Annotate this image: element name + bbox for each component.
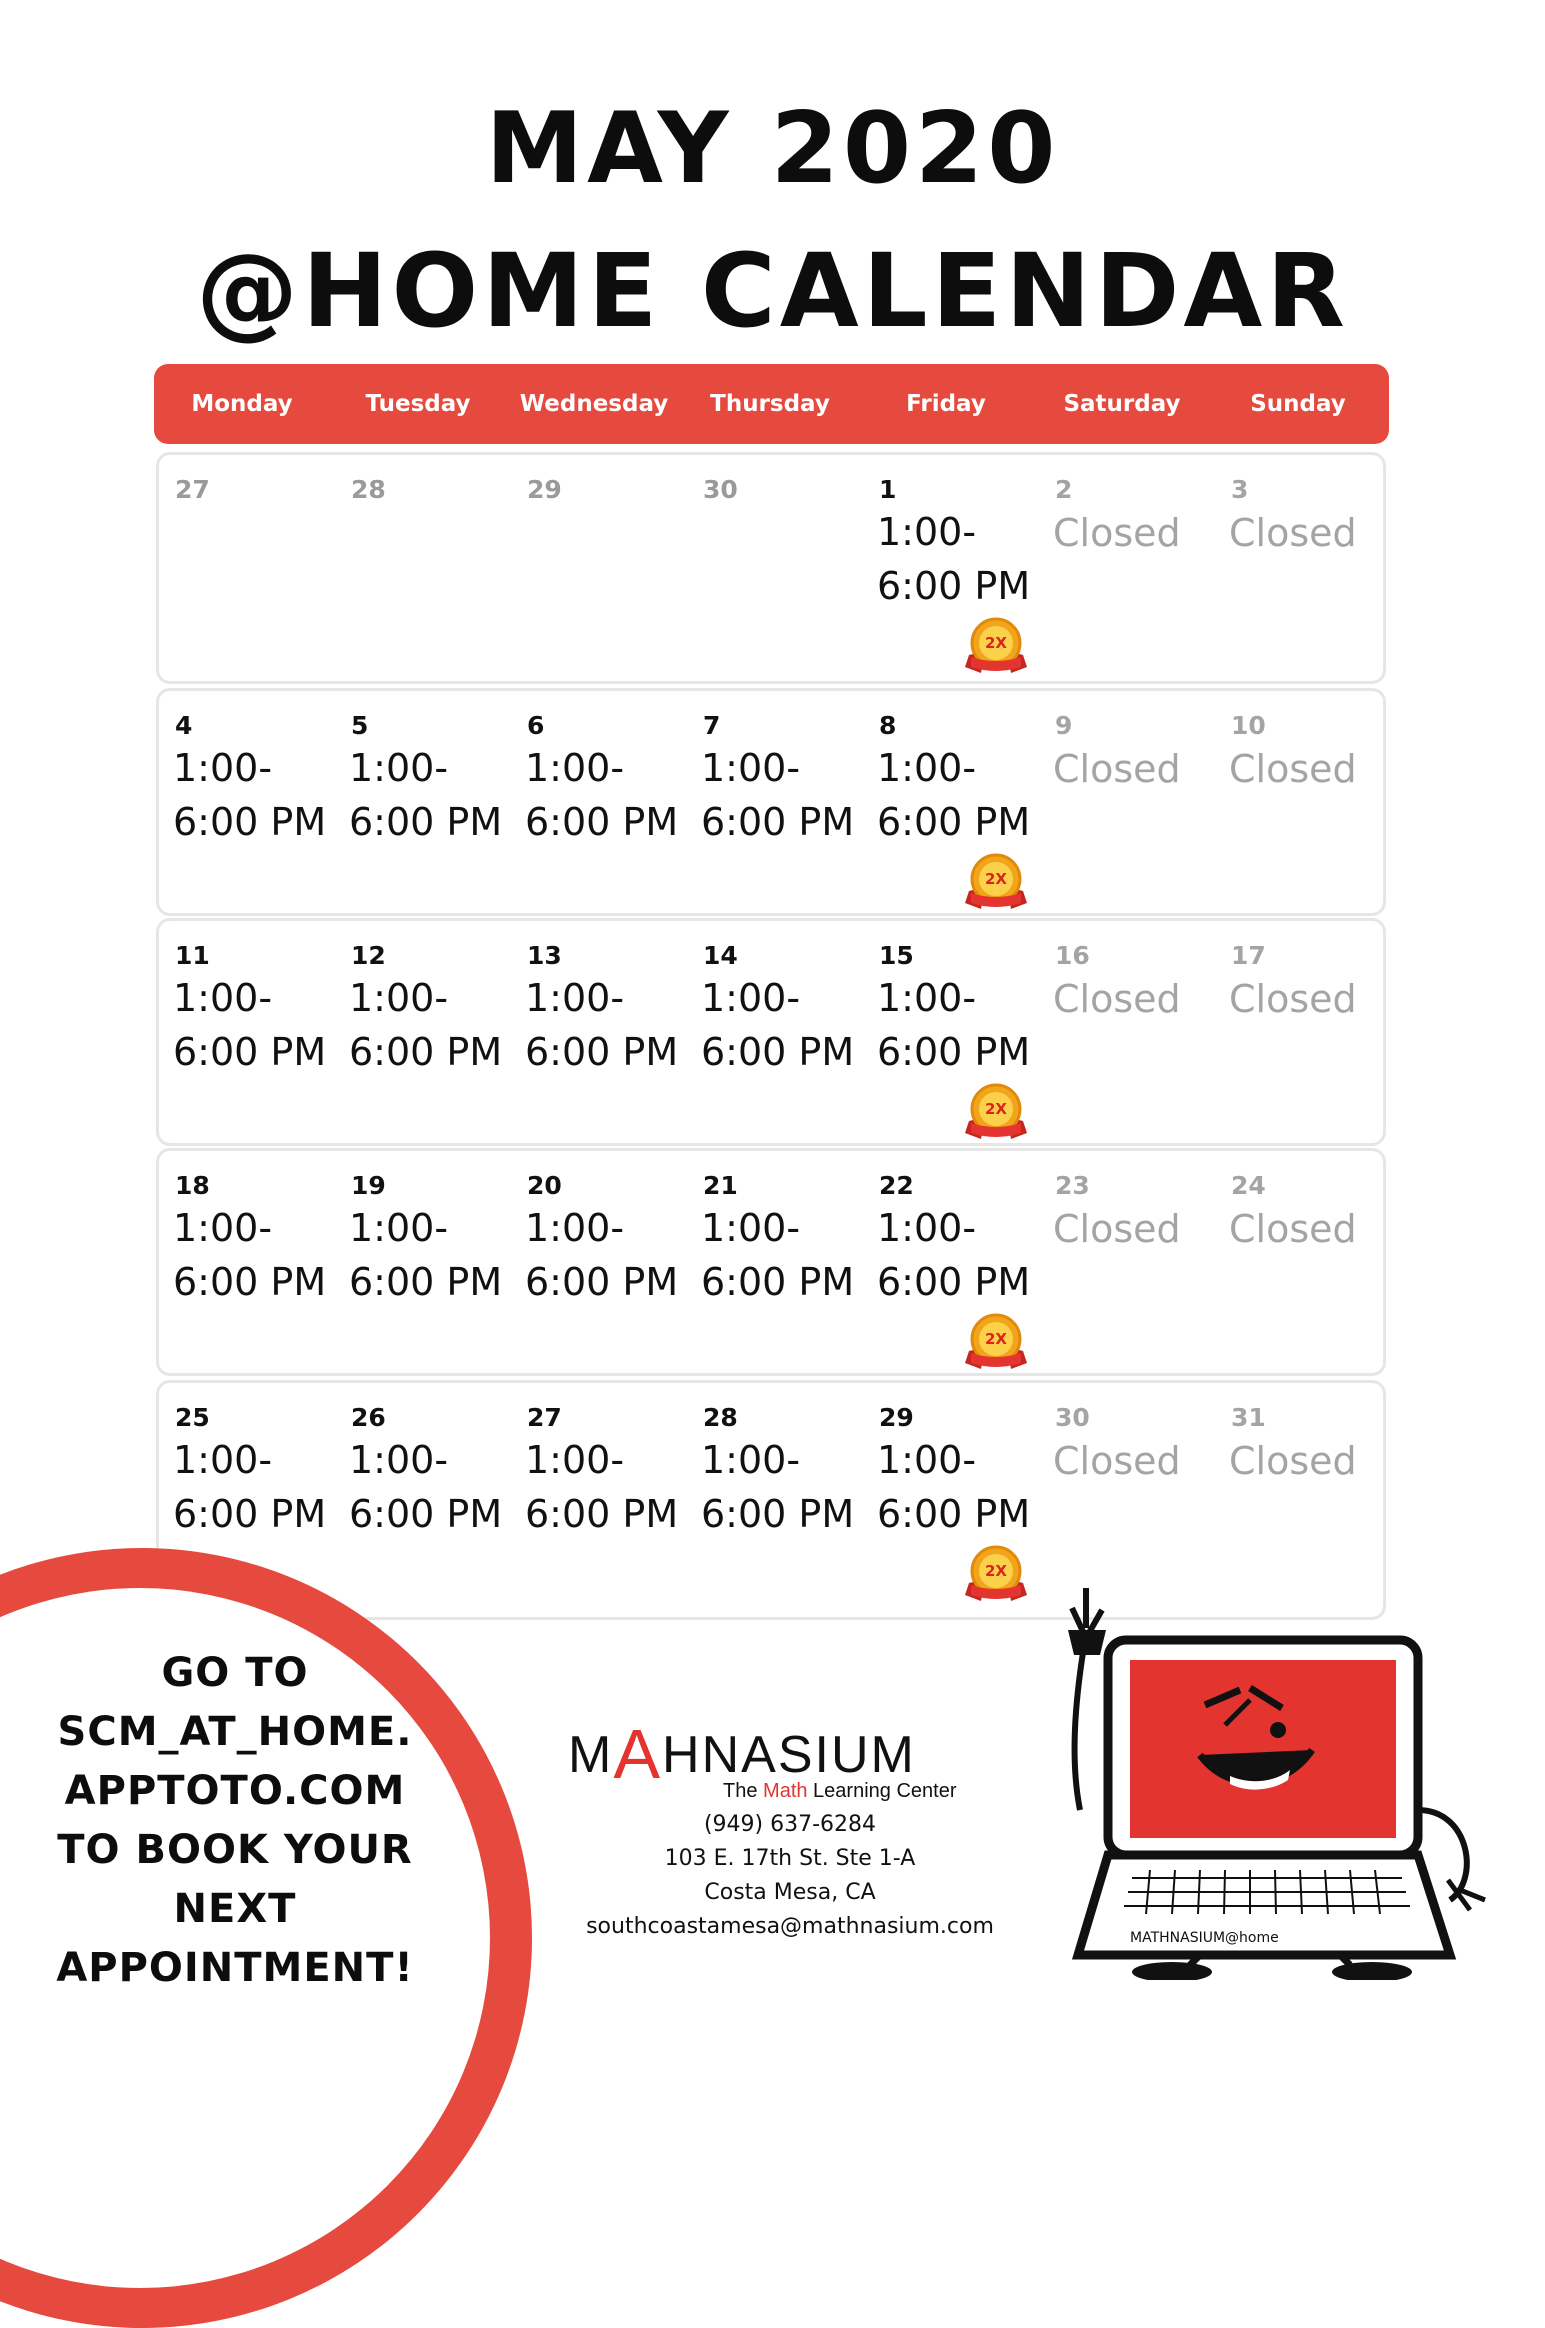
day-number: 23 bbox=[1055, 1171, 1090, 1200]
contact-address: 103 E. 17th St. Ste 1-A bbox=[664, 1846, 916, 1871]
open-hours: 1:00- 6:00 PM bbox=[525, 746, 679, 844]
closed-label: Closed bbox=[1229, 977, 1357, 1021]
open-hours: 1:00- 6:00 PM bbox=[525, 1438, 679, 1536]
day-number: 7 bbox=[703, 711, 721, 740]
open-hours: 1:00- 6:00 PM bbox=[349, 746, 503, 844]
open-hours: 1:00- 6:00 PM bbox=[525, 976, 679, 1074]
day-number: 24 bbox=[1231, 1171, 1266, 1200]
badge-label: 2X bbox=[984, 870, 1008, 888]
day-cell bbox=[1039, 1151, 1215, 1373]
cta-line: APPTOTO.COM bbox=[64, 1768, 406, 1814]
day-number: 28 bbox=[351, 475, 386, 504]
day-cell bbox=[511, 1383, 687, 1617]
contact-info bbox=[540, 1808, 1040, 1944]
day-number: 6 bbox=[527, 711, 545, 740]
contact-email: southcoastamesa@mathnasium.com bbox=[586, 1914, 994, 1939]
closed-label: Closed bbox=[1053, 977, 1181, 1021]
day-number: 2 bbox=[1055, 475, 1073, 504]
open-hours: 1:00- 6:00 PM bbox=[877, 1438, 1031, 1536]
closed-label: Closed bbox=[1053, 1439, 1181, 1483]
logo-tagline bbox=[723, 1780, 956, 1803]
day-cell bbox=[159, 921, 335, 1143]
badge-label: 2X bbox=[984, 634, 1008, 652]
weekday-saturday: Saturday bbox=[1063, 391, 1181, 417]
day-cell bbox=[687, 1383, 863, 1617]
booking-cta bbox=[30, 1644, 440, 1998]
badge-label: 2X bbox=[984, 1562, 1008, 1580]
badge-label: 2X bbox=[984, 1330, 1008, 1348]
calendar-week bbox=[156, 1148, 1386, 1376]
day-cell bbox=[687, 921, 863, 1143]
mascot-label: MATHNASIUM@home bbox=[1130, 1930, 1279, 1946]
cta-line: APPOINTMENT! bbox=[56, 1945, 414, 1991]
weekday-header bbox=[154, 364, 1389, 444]
day-cell bbox=[511, 455, 687, 681]
open-hours: 1:00- 6:00 PM bbox=[877, 1206, 1031, 1304]
day-number: 16 bbox=[1055, 941, 1090, 970]
day-number: 1 bbox=[879, 475, 897, 504]
day-cell bbox=[511, 691, 687, 913]
tagline-post: Learning Center bbox=[807, 1780, 957, 1802]
double-points-badge-icon bbox=[963, 617, 1029, 679]
contact-city: Costa Mesa, CA bbox=[704, 1880, 876, 1905]
weekday-wednesday: Wednesday bbox=[519, 391, 669, 417]
open-hours: 1:00- 6:00 PM bbox=[701, 1438, 855, 1536]
closed-label: Closed bbox=[1053, 511, 1181, 555]
day-cell bbox=[335, 691, 511, 913]
day-number: 29 bbox=[527, 475, 562, 504]
open-hours: 1:00- 6:00 PM bbox=[701, 746, 855, 844]
day-number: 20 bbox=[527, 1171, 562, 1200]
day-number: 18 bbox=[175, 1171, 210, 1200]
day-cell bbox=[863, 455, 1039, 681]
closed-label: Closed bbox=[1053, 747, 1181, 791]
day-number: 28 bbox=[703, 1403, 738, 1432]
day-number: 27 bbox=[175, 475, 210, 504]
day-number: 14 bbox=[703, 941, 738, 970]
weekday-sunday: Sunday bbox=[1250, 391, 1346, 417]
cta-line: NEXT bbox=[173, 1886, 297, 1932]
open-hours: 1:00- 6:00 PM bbox=[349, 1206, 503, 1304]
day-number: 11 bbox=[175, 941, 210, 970]
day-number: 3 bbox=[1231, 475, 1249, 504]
day-cell bbox=[1215, 455, 1391, 681]
day-cell bbox=[863, 1151, 1039, 1373]
contact-phone: (949) 637-6284 bbox=[703, 1812, 877, 1837]
day-cell bbox=[687, 691, 863, 913]
day-cell bbox=[511, 921, 687, 1143]
open-hours: 1:00- 6:00 PM bbox=[173, 1438, 327, 1536]
open-hours: 1:00- 6:00 PM bbox=[877, 746, 1031, 844]
day-cell bbox=[1215, 1151, 1391, 1373]
weekday-tuesday: Tuesday bbox=[365, 391, 471, 417]
day-number: 8 bbox=[879, 711, 897, 740]
laptop-mascot-icon bbox=[1050, 1580, 1490, 1980]
day-number: 17 bbox=[1231, 941, 1266, 970]
open-hours: 1:00- 6:00 PM bbox=[173, 976, 327, 1074]
double-points-badge-icon bbox=[963, 853, 1029, 915]
day-number: 21 bbox=[703, 1171, 738, 1200]
tagline-pre: The bbox=[723, 1780, 764, 1802]
day-cell bbox=[687, 455, 863, 681]
calendar-week bbox=[156, 918, 1386, 1146]
page-title-calendar: @HOME CALENDAR bbox=[196, 232, 1349, 351]
open-hours: 1:00- 6:00 PM bbox=[173, 746, 327, 844]
day-cell bbox=[1039, 455, 1215, 681]
day-cell bbox=[159, 691, 335, 913]
day-number: 15 bbox=[879, 941, 914, 970]
closed-label: Closed bbox=[1053, 1207, 1181, 1251]
double-points-badge-icon bbox=[963, 1083, 1029, 1145]
mathnasium-logo bbox=[568, 1700, 988, 1800]
closed-label: Closed bbox=[1229, 511, 1357, 555]
open-hours: 1:00- 6:00 PM bbox=[525, 1206, 679, 1304]
day-cell bbox=[159, 455, 335, 681]
day-cell bbox=[335, 455, 511, 681]
day-cell bbox=[863, 921, 1039, 1143]
open-hours: 1:00- 6:00 PM bbox=[701, 1206, 855, 1304]
day-number: 27 bbox=[527, 1403, 562, 1432]
closed-label: Closed bbox=[1229, 747, 1357, 791]
day-cell bbox=[1039, 921, 1215, 1143]
closed-label: Closed bbox=[1229, 1207, 1357, 1251]
day-number: 5 bbox=[351, 711, 369, 740]
open-hours: 1:00- 6:00 PM bbox=[877, 976, 1031, 1074]
day-cell bbox=[159, 1151, 335, 1373]
double-points-badge-icon bbox=[963, 1545, 1029, 1607]
tagline-math: Math bbox=[763, 1780, 808, 1802]
day-cell bbox=[687, 1151, 863, 1373]
day-cell bbox=[1039, 691, 1215, 913]
cta-line: TO BOOK YOUR bbox=[57, 1827, 413, 1873]
day-cell bbox=[863, 691, 1039, 913]
day-cell bbox=[511, 1151, 687, 1373]
open-hours: 1:00- 6:00 PM bbox=[701, 976, 855, 1074]
open-hours: 1:00- 6:00 PM bbox=[349, 976, 503, 1074]
day-cell bbox=[335, 1383, 511, 1617]
cta-line: GO TO bbox=[161, 1650, 309, 1696]
weekday-thursday: Thursday bbox=[710, 391, 830, 417]
calendar-week bbox=[156, 452, 1386, 684]
day-number: 30 bbox=[703, 475, 738, 504]
badge-label: 2X bbox=[984, 1100, 1008, 1118]
day-number: 26 bbox=[351, 1403, 386, 1432]
day-cell bbox=[863, 1383, 1039, 1617]
day-number: 29 bbox=[879, 1403, 914, 1432]
day-cell bbox=[335, 1151, 511, 1373]
day-cell bbox=[1215, 691, 1391, 913]
day-number: 25 bbox=[175, 1403, 210, 1432]
day-number: 13 bbox=[527, 941, 562, 970]
open-hours: 1:00- 6:00 PM bbox=[877, 510, 1031, 608]
day-number: 31 bbox=[1231, 1403, 1266, 1432]
double-points-badge-icon bbox=[963, 1313, 1029, 1375]
day-cell bbox=[1215, 921, 1391, 1143]
weekday-monday: Monday bbox=[191, 391, 293, 417]
day-number: 12 bbox=[351, 941, 386, 970]
logo-letter-m: M bbox=[568, 1726, 614, 1784]
page-title-month: MAY 2020 bbox=[485, 92, 1060, 206]
day-number: 10 bbox=[1231, 711, 1266, 740]
logo-letter-a: A bbox=[613, 1715, 663, 1793]
day-number: 19 bbox=[351, 1171, 386, 1200]
logo-letters-rest: HNASIUM bbox=[662, 1726, 916, 1784]
day-cell bbox=[335, 921, 511, 1143]
closed-label: Closed bbox=[1229, 1439, 1357, 1483]
day-number: 4 bbox=[175, 711, 193, 740]
open-hours: 1:00- 6:00 PM bbox=[349, 1438, 503, 1536]
day-number: 30 bbox=[1055, 1403, 1090, 1432]
weekday-friday: Friday bbox=[906, 391, 986, 417]
open-hours: 1:00- 6:00 PM bbox=[173, 1206, 327, 1304]
calendar-week bbox=[156, 688, 1386, 916]
day-number: 9 bbox=[1055, 711, 1073, 740]
day-number: 22 bbox=[879, 1171, 914, 1200]
cta-line: SCM_AT_HOME. bbox=[57, 1709, 413, 1755]
